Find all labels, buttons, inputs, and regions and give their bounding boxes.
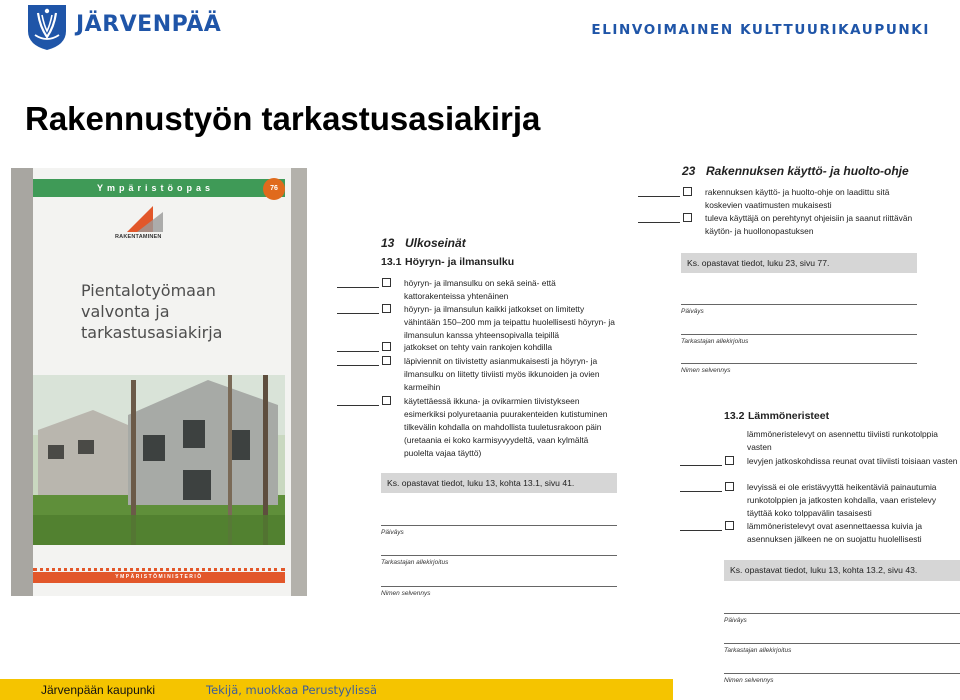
rakentaminen-logo-icon (125, 204, 165, 234)
subsection-title: Lämmöneristeet (748, 410, 830, 422)
date-label: Päiväys (381, 529, 404, 536)
checklist-item (404, 341, 618, 354)
section-number: 13 (381, 236, 395, 250)
checklist-item (404, 303, 618, 342)
signature-line (681, 304, 917, 305)
signature-line (681, 363, 917, 364)
date-label: Päiväys (724, 617, 747, 624)
item-text: tuleva käyttäjä on perehtynyt ohjeisiin ja saanut riittävän käytön- ja huollonopastuksen (705, 213, 913, 236)
book-cover (11, 168, 307, 596)
item-text: höyryn- ja ilmansulku on sekä seinä- että kattorakenteissa yhtenäinen (404, 278, 556, 301)
inspector-label: Tarkastajan allekirjoitus (381, 559, 449, 566)
date-label: Päiväys (681, 308, 704, 315)
check-line (337, 313, 379, 314)
reference-box: Ks. opastavat tiedot, luku 13, kohta 13.2, sivu 43. (724, 560, 960, 581)
subsection-heading (381, 256, 514, 268)
item-text: rakennuksen käyttö- ja huolto-ohje on laadittu sitä koskevien vaatimusten mukaisesti (705, 187, 890, 210)
city-slogan: ELINVOIMAINEN KULTTUURIKAUPUNKI (591, 22, 930, 38)
section-heading (682, 164, 909, 178)
signature-line (681, 334, 917, 335)
check-line (680, 491, 722, 492)
section-number: 23 (682, 164, 696, 178)
slide-footer (0, 679, 673, 700)
cover-series-bar: Ympäristöopas (33, 179, 285, 197)
check-line (680, 530, 722, 531)
brand-name: JÄRVENPÄÄ (76, 12, 222, 37)
reference-box: Ks. opastavat tiedot, luku 23, sivu 77. (681, 253, 917, 273)
check-line (337, 405, 379, 406)
checklist-item (747, 481, 959, 520)
checkbox[interactable] (683, 187, 692, 196)
inspector-label: Tarkastajan allekirjoitus (724, 647, 792, 654)
inspector-label: Tarkastajan allekirjoitus (681, 338, 749, 345)
signature-line (724, 613, 960, 614)
checkbox[interactable] (683, 213, 692, 222)
signature-line (381, 555, 617, 556)
section-title: Rakennuksen käyttö- ja huolto-ohje (706, 164, 909, 178)
footer-author-note: Tekijä, muokkaa Perustyylissä (206, 683, 378, 697)
checkbox[interactable] (382, 396, 391, 405)
signature-line (724, 643, 960, 644)
cover-edge-right (291, 168, 307, 596)
checkbox[interactable] (725, 456, 734, 465)
name-label: Nimen selvennys (381, 590, 431, 597)
item-text: läpiviennit on tiivistetty asianmukaisesti ja höyryn- ja ilmansulku on liitetty tiiviisti myös ikkunoiden ja ovien karmeihin (404, 356, 600, 392)
check-line (638, 222, 680, 223)
section-heading (381, 236, 466, 250)
cover-title: Pientalotyömaan valvonta ja tarkastusasiakirja (81, 281, 223, 342)
checklist-item (404, 355, 618, 394)
reference-box: Ks. opastavat tiedot, luku 13, kohta 13.1, sivu 41. (381, 473, 617, 493)
signature-line (381, 525, 617, 526)
item-text: levyjen jatkoskohdissa reunat ovat tiiviisti toisiaan vasten (747, 456, 958, 466)
cover-edge-left (11, 168, 33, 596)
footer-organization: Järvenpään kaupunki (41, 683, 156, 697)
checklist-item (705, 212, 919, 238)
check-line (337, 287, 379, 288)
item-text: lämmöneristelevyt ovat asennettaessa kuivia ja asennuksen jälkeen ne on suojattu huolellisesti (747, 521, 923, 544)
item-text: lämmöneristelevyt on asennettu tiiviisti runkotolppia vasten (747, 429, 938, 452)
check-line (638, 196, 680, 197)
cover-number-badge: 76 (263, 178, 285, 200)
check-line (337, 365, 379, 366)
checklist-item (404, 277, 618, 303)
signature-line (724, 673, 960, 674)
house-photo (33, 375, 285, 545)
item-text: höyryn- ja ilmansulun kaikki jatkokset on limitetty vähintään 150–200 mm ja teipattu huolellisesti höyryn- ja ilmansulun kanssa yhteensopivalla teipillä (404, 304, 615, 340)
city-crest-icon (26, 3, 68, 51)
item-text: jatkokset on tehty vain rankojen kohdilla (404, 342, 553, 352)
checkbox[interactable] (382, 356, 391, 365)
checkbox[interactable] (382, 342, 391, 351)
checklist-item (747, 455, 959, 468)
checkbox[interactable] (382, 278, 391, 287)
subsection-heading (724, 410, 829, 422)
checkbox[interactable] (382, 304, 391, 313)
checkbox[interactable] (725, 482, 734, 491)
subsection-title: Höyryn- ja ilmansulku (405, 256, 515, 268)
check-line (337, 351, 379, 352)
checklist-item (705, 186, 919, 212)
checklist-item (404, 395, 618, 460)
section-title: Ulkoseinät (405, 236, 466, 250)
check-line (680, 465, 722, 466)
checklist-item (747, 428, 959, 454)
subsection-number: 13.2 (724, 410, 745, 422)
subsection-number: 13.1 (381, 256, 402, 268)
page-title: Rakennustyön tarkastusasiakirja (25, 100, 541, 137)
name-label: Nimen selvennys (724, 677, 774, 684)
name-label: Nimen selvennys (681, 367, 731, 374)
checkbox[interactable] (725, 521, 734, 530)
signature-line (381, 586, 617, 587)
item-text: käytettäessä ikkuna- ja ovikarmien tiivistykseen esimerkiksi polyuretaania puurakenteiden kutistuminen tilkevälin kohdalla on mahdollista tuuletusrakoon päin (uretaania ei koko karmisyvyydeltä, vaan kylmältä puolelta vajaa täyttö) (404, 396, 608, 458)
publisher-logo-label: RAKENTAMINEN (115, 234, 162, 240)
item-text: levyissä ei ole eristävyyttä heikentäviä painautumia runkotolppien ja jatkosten kohdalla, vaan eristelevy täyttää koko tolppavälin tasaisesti (747, 482, 937, 518)
checklist-item (747, 520, 959, 546)
cover-ministry-bar: YMPÄRISTÖMINISTERIÖ (33, 572, 285, 583)
